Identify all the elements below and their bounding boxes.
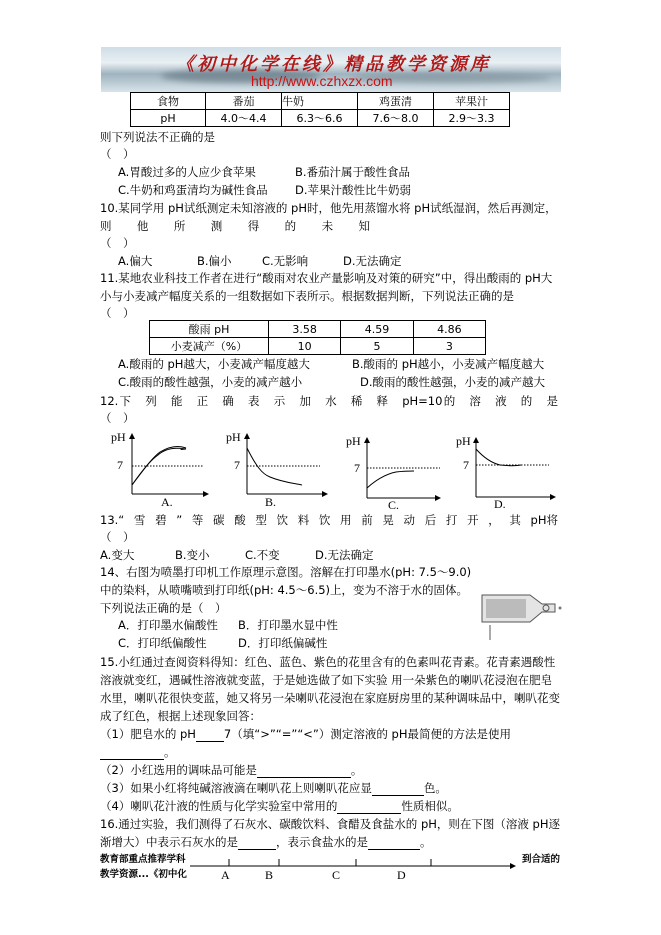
q10-line1: 10.某同学用 pH试纸测定未知溶液的 pH时，他先用蒸馏水将 pH试纸湿润，然后再测定， xyxy=(100,201,557,215)
q15-part4-text: （4）喇叭花汁液的性质与化学实验室中常用的 xyxy=(100,799,338,813)
q15-line: 15.小红通过查阅资料得知：红色、蓝色、紫色的花里含有的色素叫花青素。花青素遇酸性 xyxy=(100,655,556,669)
axis-label: pH xyxy=(456,434,471,448)
table-cell: 食物 xyxy=(131,93,206,110)
answer-blank[interactable] xyxy=(100,746,164,760)
q16-line1: 16.通过实验，我们测得了石灰水、碳酸饮料、食醋及食盐水的 pH，则在下图（溶液 pH逐 xyxy=(100,817,560,831)
footer-right: 到合适的 xyxy=(522,854,561,865)
q15-line: 水里，喇叭花很快变蓝，她又将另一朵喇叭花浸泡在家庭厨房里的某种调味品中，喇叭花变 xyxy=(100,691,560,705)
q13-option-b: B.变小 xyxy=(175,548,210,562)
q14-option-c: C．打印纸偏酸性 xyxy=(118,636,207,650)
ph-number-line xyxy=(190,859,515,882)
q13-option-d: D.无法确定 xyxy=(315,548,374,562)
axis-label: pH xyxy=(346,434,361,448)
graph-label: B. xyxy=(265,495,277,509)
axis-label: pH xyxy=(111,430,126,444)
table-cell: 酸雨 pH xyxy=(150,321,269,338)
q16-text: ，表示食盐水的是 xyxy=(276,835,368,849)
q15-part1-text: 。 xyxy=(164,745,176,759)
tick-label: B xyxy=(265,868,274,882)
table-cell: 4.59 xyxy=(341,321,413,338)
q14-line3: 下列说法正确的是（ ） xyxy=(100,601,227,615)
q15-part1-text: 7（填“>”“=”“<”）测定溶液的 pH最简便的方法是使用 xyxy=(223,727,511,741)
ref-label: 7 xyxy=(234,458,240,472)
table-cell: 4.0～4.4 xyxy=(206,110,282,127)
table-cell: 10 xyxy=(269,338,341,355)
table-cell: 2.9～3.3 xyxy=(434,110,510,127)
answer-blank[interactable] xyxy=(368,836,420,850)
table-cell: 3.58 xyxy=(269,321,341,338)
q11-line2: 小与小麦减产幅度关系的一组数据如下表所示。根据数据判断，下列说法正确的是 xyxy=(100,289,514,303)
q14-line1: 14、右图为喷墨打印机工作原理示意图。溶解在打印墨水(pH: 7.5～9.0) xyxy=(100,565,472,579)
tick-label: C xyxy=(332,868,341,882)
table-cell: 7.6～8.0 xyxy=(358,110,434,127)
q9-paren: （ ） xyxy=(100,147,135,161)
axis-label: pH xyxy=(226,430,241,444)
footer-left-1: 教育部重点推荐学科 xyxy=(100,854,186,865)
table-cell: 鸡蛋清 xyxy=(358,93,434,110)
q14-line2: 中的染料，从喷嘴喷到打印纸(pH: 4.5～6.5)上，变为不溶于水的固体。 xyxy=(100,583,469,597)
table-cell: 番茄 xyxy=(206,93,282,110)
q10-option-a: A.偏大 xyxy=(118,254,153,268)
q15-line: 溶液就变红，遇碱性溶液就变蓝，于是她选做了如下实验 用一朵紫色的喇叭花浸泡在肥皂 xyxy=(100,673,553,687)
q14-option-b: B．打印墨水显中性 xyxy=(238,618,338,632)
graph-label: C. xyxy=(388,498,400,512)
q13-line1: 13.“ 雪 碧 ” 等 碳 酸 型 饮 料 饮 用 前 晃 动 后 打 开 ， 其 pH将 xyxy=(100,513,558,527)
banner-title: 《初中化学在线》精品教学资源库 xyxy=(176,54,491,75)
q11-option-a: A.酸雨的 pH越大，小麦减产幅度越大 xyxy=(118,357,310,371)
table-cell: 小麦减产（%） xyxy=(150,338,269,355)
q9-option-d: D.苹果汁酸性比牛奶弱 xyxy=(295,183,412,197)
q13-paren: （ ） xyxy=(100,530,135,544)
q11-option-d: D.酸雨的酸性越强，小麦的减产越大 xyxy=(360,375,546,389)
q15-part1 xyxy=(100,726,511,742)
q15-part2-text: 。 xyxy=(350,763,363,777)
graph-b xyxy=(226,430,327,509)
q15-part1-text: （1）肥皂水的 pH xyxy=(100,727,196,741)
q10-option-d: D.无法确定 xyxy=(343,254,402,268)
q15-part1-cont xyxy=(100,744,176,760)
q13-option-c: C.不变 xyxy=(245,548,280,562)
q10-paren: （ ） xyxy=(100,236,135,250)
graph-label: A. xyxy=(161,495,173,509)
q11-paren: （ ） xyxy=(100,306,135,320)
q14-option-a: A．打印墨水偏酸性 xyxy=(118,618,218,632)
q10-option-c: C.无影响 xyxy=(262,254,309,268)
answer-blank[interactable] xyxy=(372,782,424,796)
q10-option-b: B.偏小 xyxy=(197,254,232,268)
q15-part3-text: （3）如果小红将纯碱溶液滴在喇叭花上则喇叭花应显 xyxy=(100,781,372,795)
q15-part3-text: 色。 xyxy=(423,781,447,795)
q12-line1: 12.下 列 能 正 确 表 示 加 水 稀 释 pH=10的 溶 液 的 是 xyxy=(100,394,558,408)
footer-left-2: 教学资源...《初中化 xyxy=(100,869,187,880)
table-cell: 4.86 xyxy=(413,321,485,338)
q12-paren: （ ） xyxy=(100,411,135,425)
q9-option-b: B.番茄汁属于酸性食品 xyxy=(295,165,411,179)
answer-blank[interactable] xyxy=(196,741,224,742)
q15-part2-text: （2）小红选用的调味品可能是 xyxy=(100,763,257,777)
graph-d xyxy=(456,434,555,511)
q11-option-b: B.酸雨的 pH越小，小麦减产幅度越大 xyxy=(352,357,545,371)
table-cell: pH xyxy=(131,110,206,127)
q15-part4 xyxy=(100,798,459,814)
q15-part2 xyxy=(100,762,362,778)
q9-option-a: A.胃酸过多的人应少食苹果 xyxy=(118,165,256,179)
answer-blank[interactable] xyxy=(257,764,351,778)
inkjet-diagram xyxy=(482,595,562,640)
q10-line2: 则 他 所 测 得 的 未 知 xyxy=(100,219,370,233)
tick-label: D xyxy=(397,868,406,882)
table-cell: 3 xyxy=(413,338,485,355)
q9-stem: 则下列说法不正确的是 xyxy=(100,130,215,144)
q16-text: 渐增大）中表示石灰水的是 xyxy=(100,835,238,849)
ref-label: 7 xyxy=(117,458,123,472)
answer-blank[interactable] xyxy=(238,836,276,850)
q16-text: 。 xyxy=(420,835,432,849)
q11-option-c: C.酸雨的酸性越强，小麦的减产越小 xyxy=(118,375,303,389)
table-cell: 5 xyxy=(341,338,413,355)
q11-line1: 11.某地农业科技工作者在进行“酸雨对农业产量影响及对策的研究”中，得出酸雨的 pH大 xyxy=(100,271,553,285)
q9-option-c: C.牛奶和鸡蛋清均为碱性食品 xyxy=(118,183,268,197)
graph-label: D. xyxy=(494,497,506,511)
q16-line2 xyxy=(100,834,432,850)
ref-label: 7 xyxy=(354,461,360,475)
graph-a xyxy=(111,430,208,509)
q15-part3 xyxy=(100,780,447,796)
tick-label: A xyxy=(221,868,230,882)
graph-c xyxy=(346,434,440,512)
banner-url: http://www.czhxzx.com xyxy=(251,73,393,89)
table-cell: 6.3～6.6 xyxy=(282,110,358,127)
ref-label: 7 xyxy=(463,458,469,472)
table-cell: 苹果汁 xyxy=(434,93,510,110)
answer-blank[interactable] xyxy=(337,800,401,814)
q13-option-a: A.变大 xyxy=(100,548,135,562)
table-cell: 牛奶 xyxy=(282,93,358,110)
q15-line: 成了红色，根据上述现象回答： xyxy=(100,709,261,723)
q14-option-d: D．打印纸偏碱性 xyxy=(238,636,328,650)
q15-part4-text: 性质相似。 xyxy=(401,799,459,813)
